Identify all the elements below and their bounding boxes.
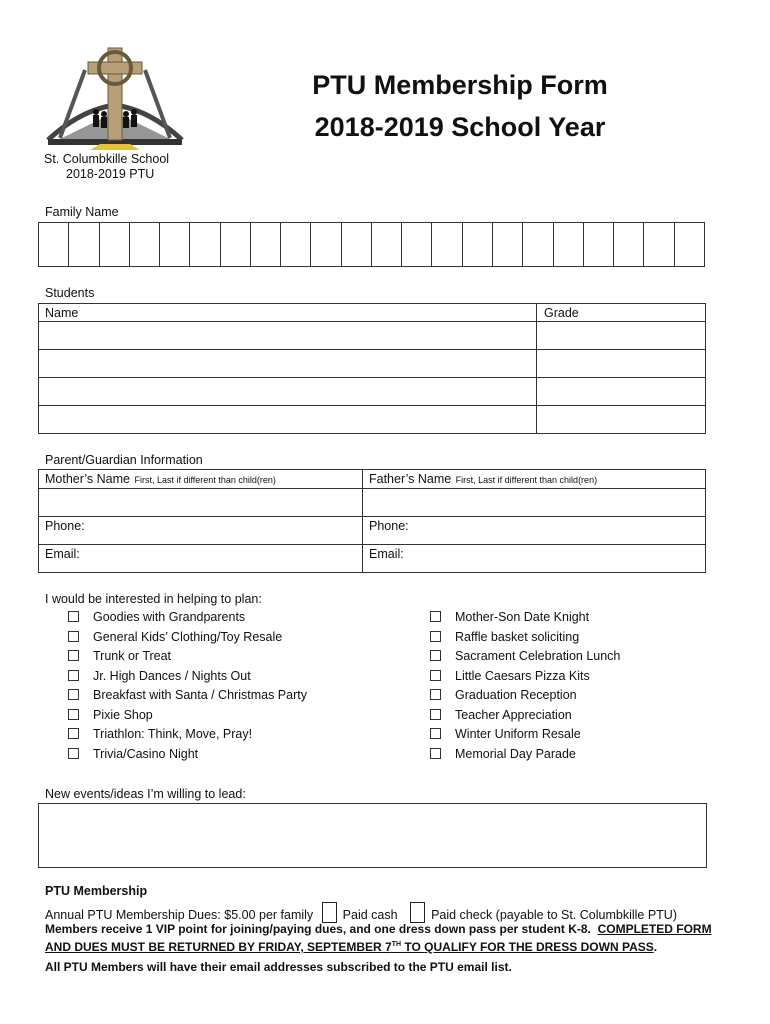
vip-text: Members receive 1 VIP point for joining/paying dues, and one dress down pass per student K-8. [45,922,591,936]
parent-guardian-label: Parent/Guardian Information [45,453,203,467]
checkbox-icon[interactable] [430,631,441,642]
checkbox-icon[interactable] [68,631,79,642]
interest-item[interactable] [430,686,577,705]
checkbox-icon[interactable] [430,748,441,759]
interest-label: Teacher Appreciation [455,707,572,722]
student-grade-cell[interactable] [537,378,706,406]
student-name-cell[interactable] [39,322,537,350]
dues-text: Annual PTU Membership Dues: $5.00 per family [45,908,314,922]
parent-table [38,469,706,573]
school-logo [40,40,190,185]
paid-check-checkbox[interactable] [410,902,425,923]
deadline-sup: TH [391,941,402,948]
father-phone-label: Phone: [369,519,409,533]
checkbox-icon[interactable] [68,670,79,681]
father-name-field[interactable] [363,489,706,517]
mother-phone-label: Phone: [45,519,85,533]
interest-item[interactable] [430,667,590,686]
interest-label: Winter Uniform Resale [455,727,581,741]
checkbox-icon[interactable] [68,709,79,720]
father-phone-field[interactable] [363,517,706,545]
interest-item[interactable] [430,706,572,725]
students-name-header: Name [39,304,537,322]
interest-item[interactable] [68,725,252,744]
interest-item[interactable] [430,608,589,627]
school-year-title: 2018-2019 School Year [314,112,606,142]
family-name-letter-box[interactable] [281,223,311,267]
family-name-boxes[interactable] [38,222,705,267]
checkbox-icon[interactable] [68,689,79,700]
lead-ideas-box[interactable] [38,803,707,868]
interest-item[interactable] [68,686,307,705]
mother-name-label: Mother’s Name [45,472,130,486]
family-name-letter-box[interactable] [311,223,341,267]
student-name-cell[interactable] [39,406,537,434]
deadline-period: . [653,940,658,954]
father-email-label: Email: [369,547,404,561]
interest-label: Graduation Reception [455,688,577,702]
checkbox-icon[interactable] [68,650,79,661]
family-name-letter-box[interactable] [220,223,250,267]
father-name-label: Father’s Name [369,472,452,486]
family-name-letter-box[interactable] [129,223,159,267]
interest-item[interactable] [430,628,579,647]
interest-item[interactable] [68,745,198,764]
checkbox-icon[interactable] [430,709,441,720]
checkbox-icon[interactable] [68,611,79,622]
deadline-text: AND DUES MUST BE RETURNED BY FRIDAY, SEPTEMBER 7 [45,940,392,954]
father-name-header [363,470,706,489]
interest-item[interactable] [68,706,153,725]
family-name-letter-box[interactable] [250,223,280,267]
mother-name-header [39,470,363,489]
interest-label: Trunk or Treat [93,649,172,663]
dues-line [45,902,677,923]
membership-heading: PTU Membership [45,884,148,898]
student-name-cell[interactable] [39,350,537,378]
checkbox-icon[interactable] [430,611,441,622]
father-name-hint: First, Last if different than child(ren) [455,475,598,485]
checkbox-icon[interactable] [68,728,79,739]
interest-item[interactable] [68,628,282,647]
interest-label: Sacrament Celebration Lunch [455,649,621,663]
interest-item[interactable] [68,667,251,686]
interest-item[interactable] [430,647,620,666]
checkbox-icon[interactable] [430,728,441,739]
interest-label: Pixie Shop [93,707,153,722]
interest-label: Memorial Day Parade [455,746,576,761]
student-name-cell[interactable] [39,378,537,406]
form-title: PTU Membership Form [312,70,608,100]
family-name-letter-box[interactable] [432,223,462,267]
checkbox-icon[interactable] [430,650,441,661]
family-name-letter-box[interactable] [69,223,99,267]
interest-label: Jr. High Dances / Nights Out [93,668,251,683]
family-name-letter-box[interactable] [39,223,69,267]
family-name-letter-box[interactable] [99,223,129,267]
interest-label: Triathlon: Think, Move, Pray! [93,727,253,741]
family-name-letter-box[interactable] [553,223,583,267]
interest-label: Mother-Son Date Knight [455,610,590,624]
lead-label: New events/ideas I’m willing to lead: [45,787,246,801]
students-table [38,303,706,434]
family-name-letter-box[interactable] [371,223,401,267]
logo-school-name: St. Columbkille School [44,152,170,166]
mother-name-field[interactable] [39,489,363,517]
interests-label: I would be interested in helping to plan: [45,592,262,606]
interest-label: Goodies with Grandparents [93,610,246,624]
interest-label: Trivia/Casino Night [93,746,199,761]
vip-line [45,922,712,936]
paid-cash-label: Paid cash [342,908,398,922]
logo-ptu-year: 2018-2019 PTU [66,167,155,181]
family-name-letter-box[interactable] [402,223,432,267]
family-name-letter-box[interactable] [583,223,613,267]
paid-cash-checkbox[interactable] [322,902,337,923]
family-name-label: Family Name [45,205,119,219]
mother-name-hint: First, Last if different than child(ren) [134,475,276,485]
family-name-letter-box[interactable] [644,223,674,267]
family-name-letter-box[interactable] [492,223,522,267]
student-grade-cell[interactable] [537,322,706,350]
family-name-letter-box[interactable] [462,223,492,267]
checkbox-icon[interactable] [430,670,441,681]
family-name-letter-box[interactable] [341,223,371,267]
celtic-cross-logo-icon [40,40,190,150]
checkbox-icon[interactable] [68,748,79,759]
paid-check-label: Paid check (payable to St. Columbkille PTU) [431,908,677,922]
email-note: All PTU Members will have their email addresses subscribed to the PTU email list. [45,960,512,974]
interest-item[interactable] [68,608,245,627]
family-name-letter-box[interactable] [614,223,644,267]
father-email-field[interactable] [363,545,706,573]
mother-phone-field[interactable] [39,517,363,545]
student-grade-cell[interactable] [537,406,706,434]
interest-item[interactable] [68,647,171,666]
interest-item[interactable] [430,745,576,764]
student-grade-cell[interactable] [537,350,706,378]
interest-label: General Kids’ Clothing/Toy Resale [93,629,283,644]
mother-email-label: Email: [45,547,80,561]
checkbox-icon[interactable] [430,689,441,700]
family-name-letter-box[interactable] [674,223,704,267]
interest-label: Raffle basket soliciting [455,629,580,644]
family-name-letter-box[interactable] [523,223,553,267]
students-label: Students [45,286,95,300]
interest-item[interactable] [430,725,581,744]
family-name-letter-box[interactable] [190,223,220,267]
family-name-letter-box[interactable] [160,223,190,267]
mother-email-field[interactable] [39,545,363,573]
deadline-line [45,940,657,954]
interest-label: Little Caesars Pizza Kits [455,668,590,683]
deadline-text-end: TO QUALIFY FOR THE DRESS DOWN PASS [401,940,654,954]
interest-label: Breakfast with Santa / Christmas Party [93,688,307,702]
completed-form-text: COMPLETED FORM [597,922,712,936]
students-grade-header: Grade [537,304,706,322]
